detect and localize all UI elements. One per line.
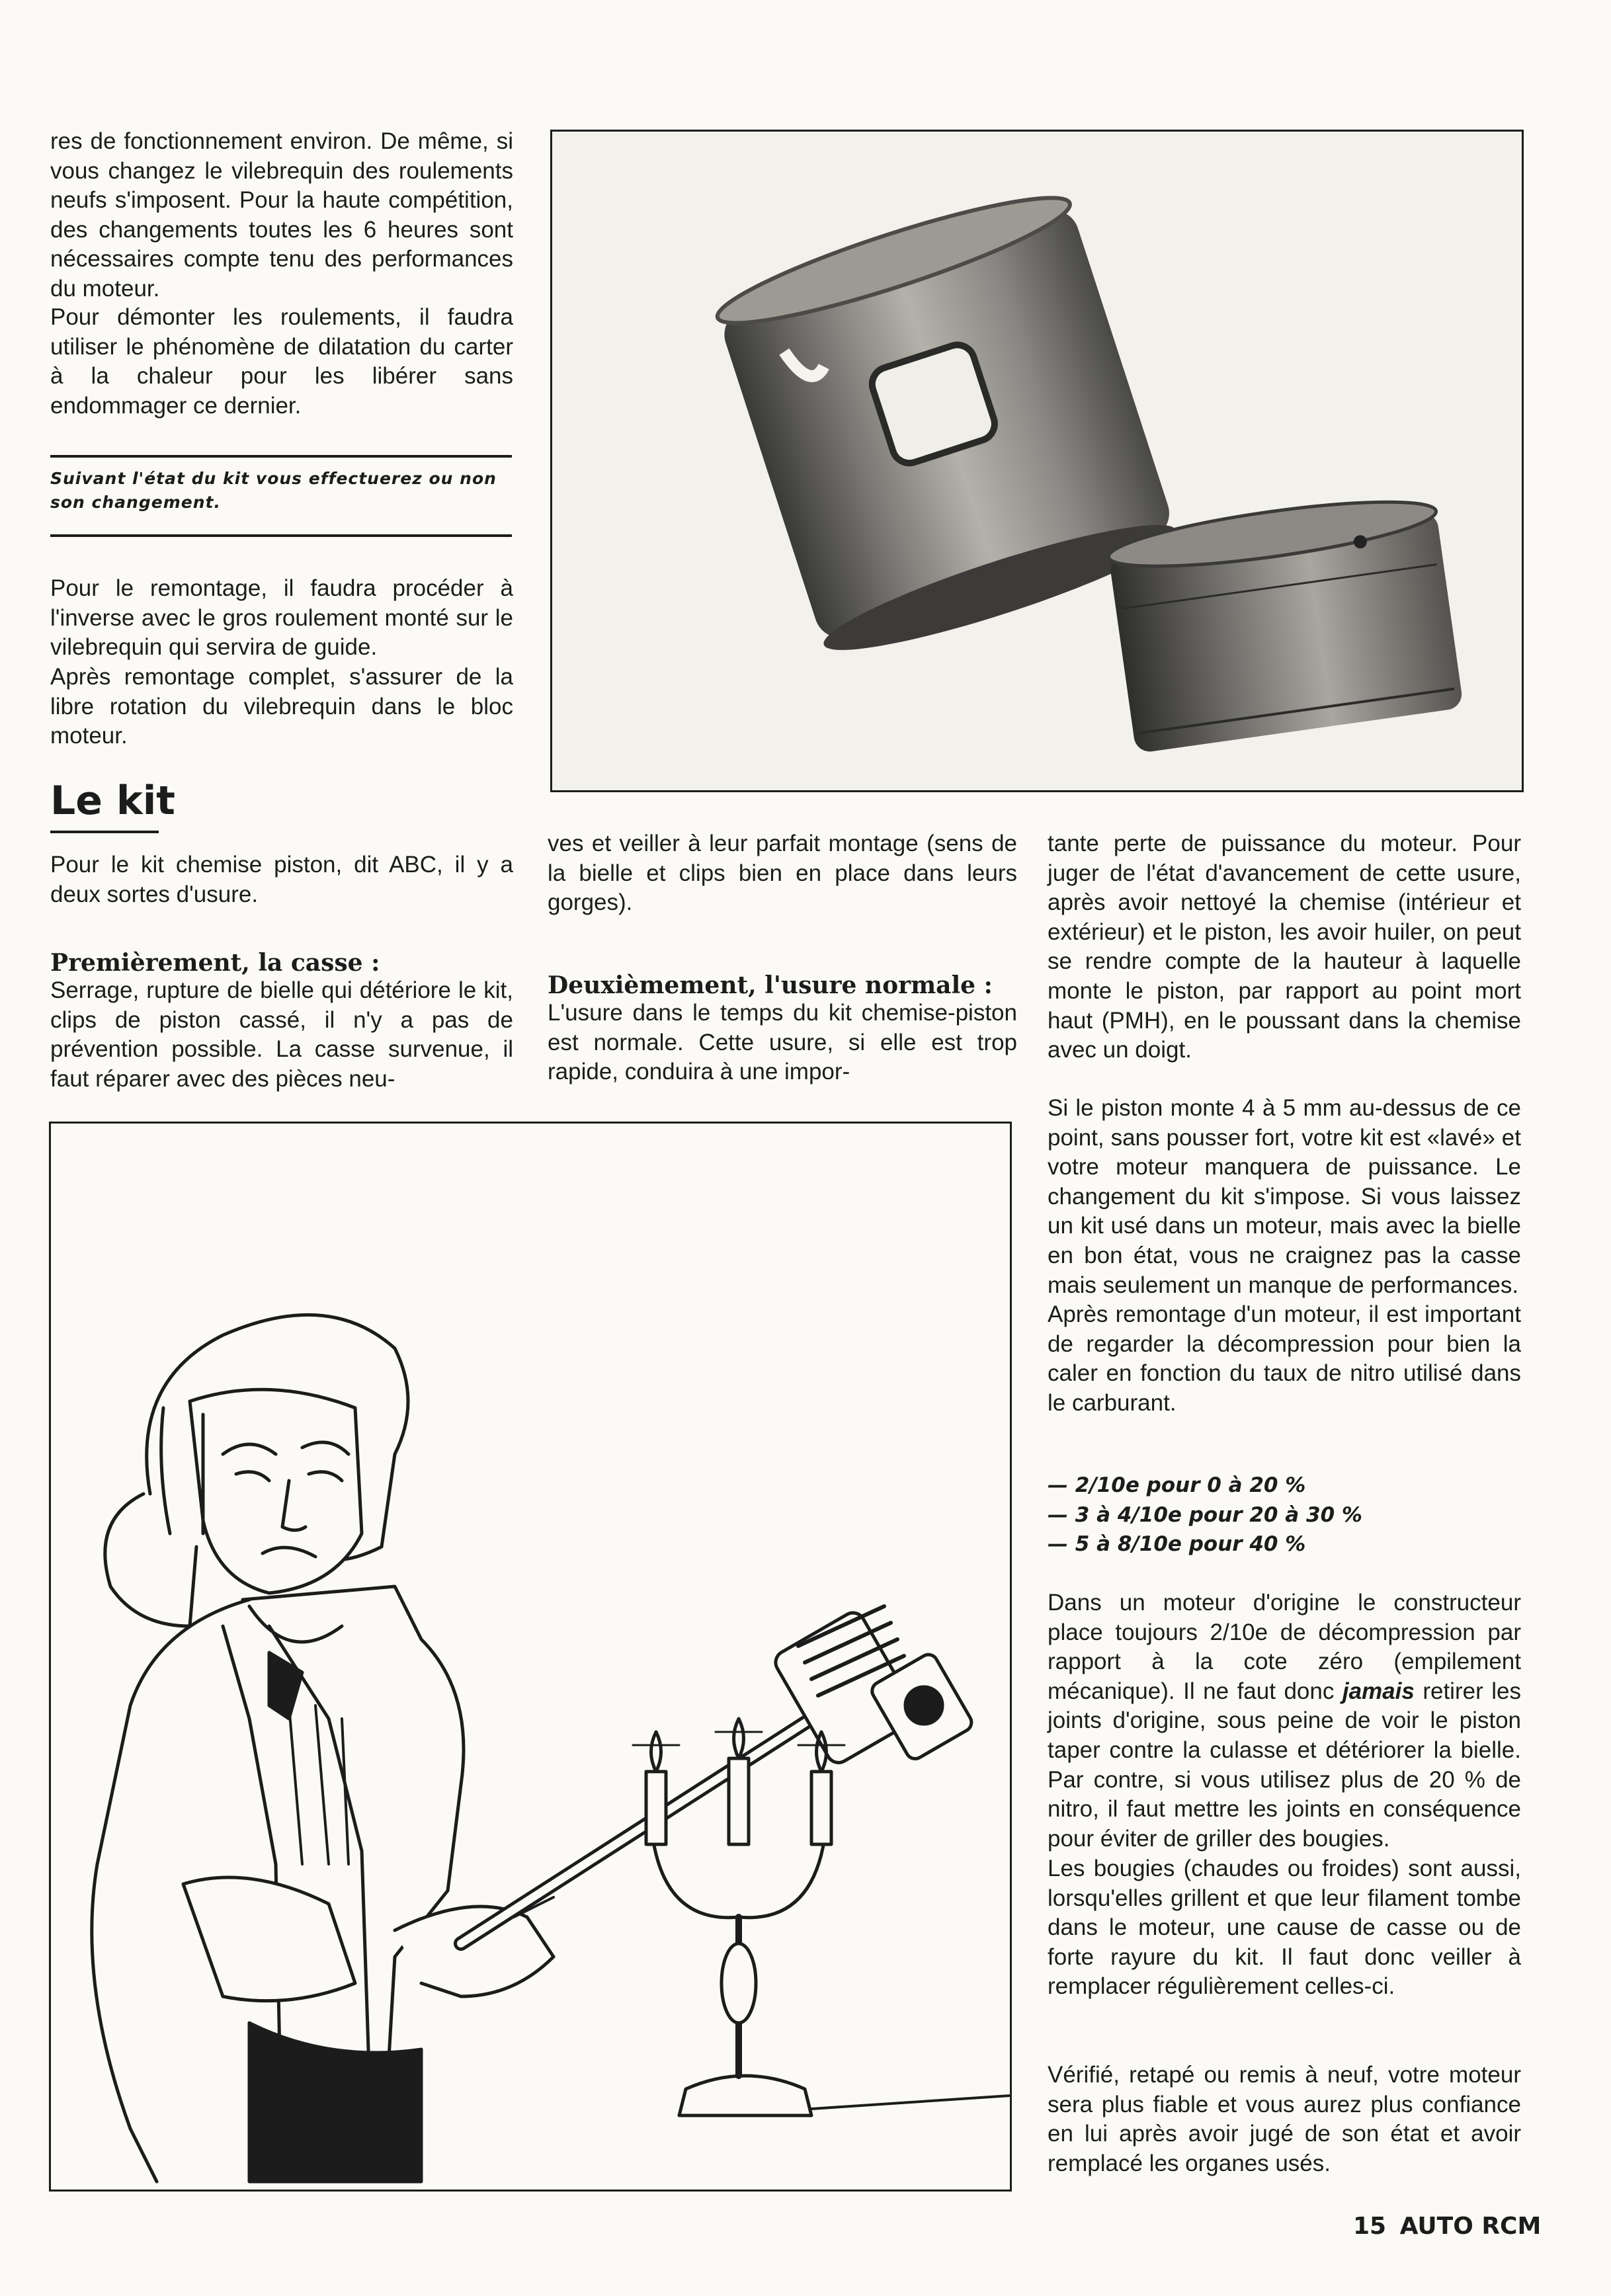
section-title-underline [50, 831, 159, 833]
sleeve-shape [710, 178, 1184, 670]
body-paragraph: Après remontage complet, s'assurer de la libre rotation du vilebrequin dans le bloc moteur. [50, 664, 513, 749]
decompression-list [1048, 1471, 1521, 1559]
engine-on-rod [461, 1606, 975, 1944]
body-paragraph: Après remontage d'un moteur, il est important de regarder la décompression pour bien la caler en fonction du taux de nitro utilisé dans le carburant. [1048, 1301, 1521, 1416]
body-paragraph: ves et veiller à leur parfait montage (sens de la bielle et clips bien en place dans leurs gorges). [548, 831, 1017, 916]
text-run: Dans un moteur d'origine le constructeur place toujours 2/10e de décompression par rapport à la cote zéro (empilement mécanique). Il ne faut donc [1048, 1590, 1521, 1704]
subheading: Premièrement, la casse : [50, 949, 380, 977]
section-title: Le kit [50, 778, 175, 824]
list-item: — 5 à 8/10e pour 40 % [1048, 1532, 1306, 1557]
photo-caption: Suivant l'état du kit vous effectuerez ou non son changement. [50, 469, 497, 512]
body-paragraph: Pour démonter les roulements, il faudra utiliser le phénomène de dilatation du carter à la chaleur pour les libérer sans endommager ce dernier. [50, 304, 513, 419]
piston-sleeve-photo [552, 132, 1522, 790]
body-paragraph: Serrage, rupture de bielle qui détériore le kit, clips de piston cassé, il n'y a pas de prévention possible. La casse survenue, il faut réparer avec des pièces neu- [50, 977, 513, 1092]
body-paragraph: Pour le kit chemise piston, dit ABC, il y a deux sortes d'usure. [50, 852, 513, 907]
page-footer [1353, 2213, 1541, 2240]
candelabra [633, 1719, 1010, 2115]
text-run: retirer les joints d'origine, sous peine de voir le piston taper contre la culasse et détériorer la bielle. Par contre, si vous utilisez plus de 20 % de nitro, il faut mettre les joints en conséquence pour éviter de griller des bougies. [1048, 1678, 1521, 1852]
body-paragraph: tante perte de puissance du moteur. Pour juger de l'état d'avancement de cette usure, après avoir nettoyé la chemise (intérieur et extérieur) et le piston, les avoir huiler, on peut se rendre compte de la hauteur à laquelle monte le piston, par rapport au point mort haut (PMH), en le poussant dans la chemise avec un doigt. [1048, 831, 1521, 1063]
illustration-frame [49, 1122, 1012, 2192]
magazine-name: AUTO RCM [1399, 2213, 1542, 2240]
character-head [105, 1315, 408, 1626]
list-item: — 3 à 4/10e pour 20 à 30 % [1048, 1502, 1362, 1527]
body-paragraph: L'usure dans le temps du kit chemise-piston est normale. Cette usure, si elle est trop rapide, conduira à une impor- [548, 1000, 1017, 1085]
body-paragraph: Les bougies (chaudes ou froides) sont aussi, lorsqu'elles grillent et que leur filament tombe dans le moteur, une cause de casse ou de forte rayure du kit. Il faut donc veiller à remplacer régulièrement celles-ci. [1048, 1856, 1521, 2000]
subheading: Deuxièmement, l'usure normale : [548, 971, 993, 999]
body-paragraph: Vérifié, retapé ou remis à neuf, votre moteur sera plus fiable et vous aurez plus confiance en lui après avoir jugé de son état et avoir remplacé les organes usés. [1048, 2062, 1521, 2176]
caption-rule-bottom [50, 534, 512, 537]
body-paragraph: Pour le remontage, il faudra procéder à l'inverse avec le gros roulement monté sur le vilebrequin qui servira de guide. [50, 575, 513, 661]
caption-rule-top [50, 455, 512, 458]
body-paragraph: res de fonctionnement environ. De même, si vous changez le vilebrequin des roulements neufs s'imposent. Pour la haute compétition, des changements toutes les 6 heures sont nécessaires compte tenu des performances du moteur. [50, 128, 513, 302]
cartoon-illustration [51, 1124, 1010, 2190]
body-paragraph: Si le piston monte 4 à 5 mm au-dessus de ce point, sans pousser fort, votre kit est «lavé» et votre moteur manquera de puissance. Le changement du kit s'impose. Si vous laissez un kit usé dans un moteur, mais avec la bielle en bon état, vous ne craignez pas la casse mais seulement un manque de performances. [1048, 1095, 1521, 1298]
body-paragraph [1048, 1588, 1521, 1854]
page-number: 15 [1353, 2213, 1387, 2240]
character-body [92, 1586, 554, 2182]
photo-frame [550, 130, 1524, 792]
list-item: — 2/10e pour 0 à 20 % [1048, 1473, 1306, 1497]
emphasis: jamais [1342, 1678, 1415, 1704]
